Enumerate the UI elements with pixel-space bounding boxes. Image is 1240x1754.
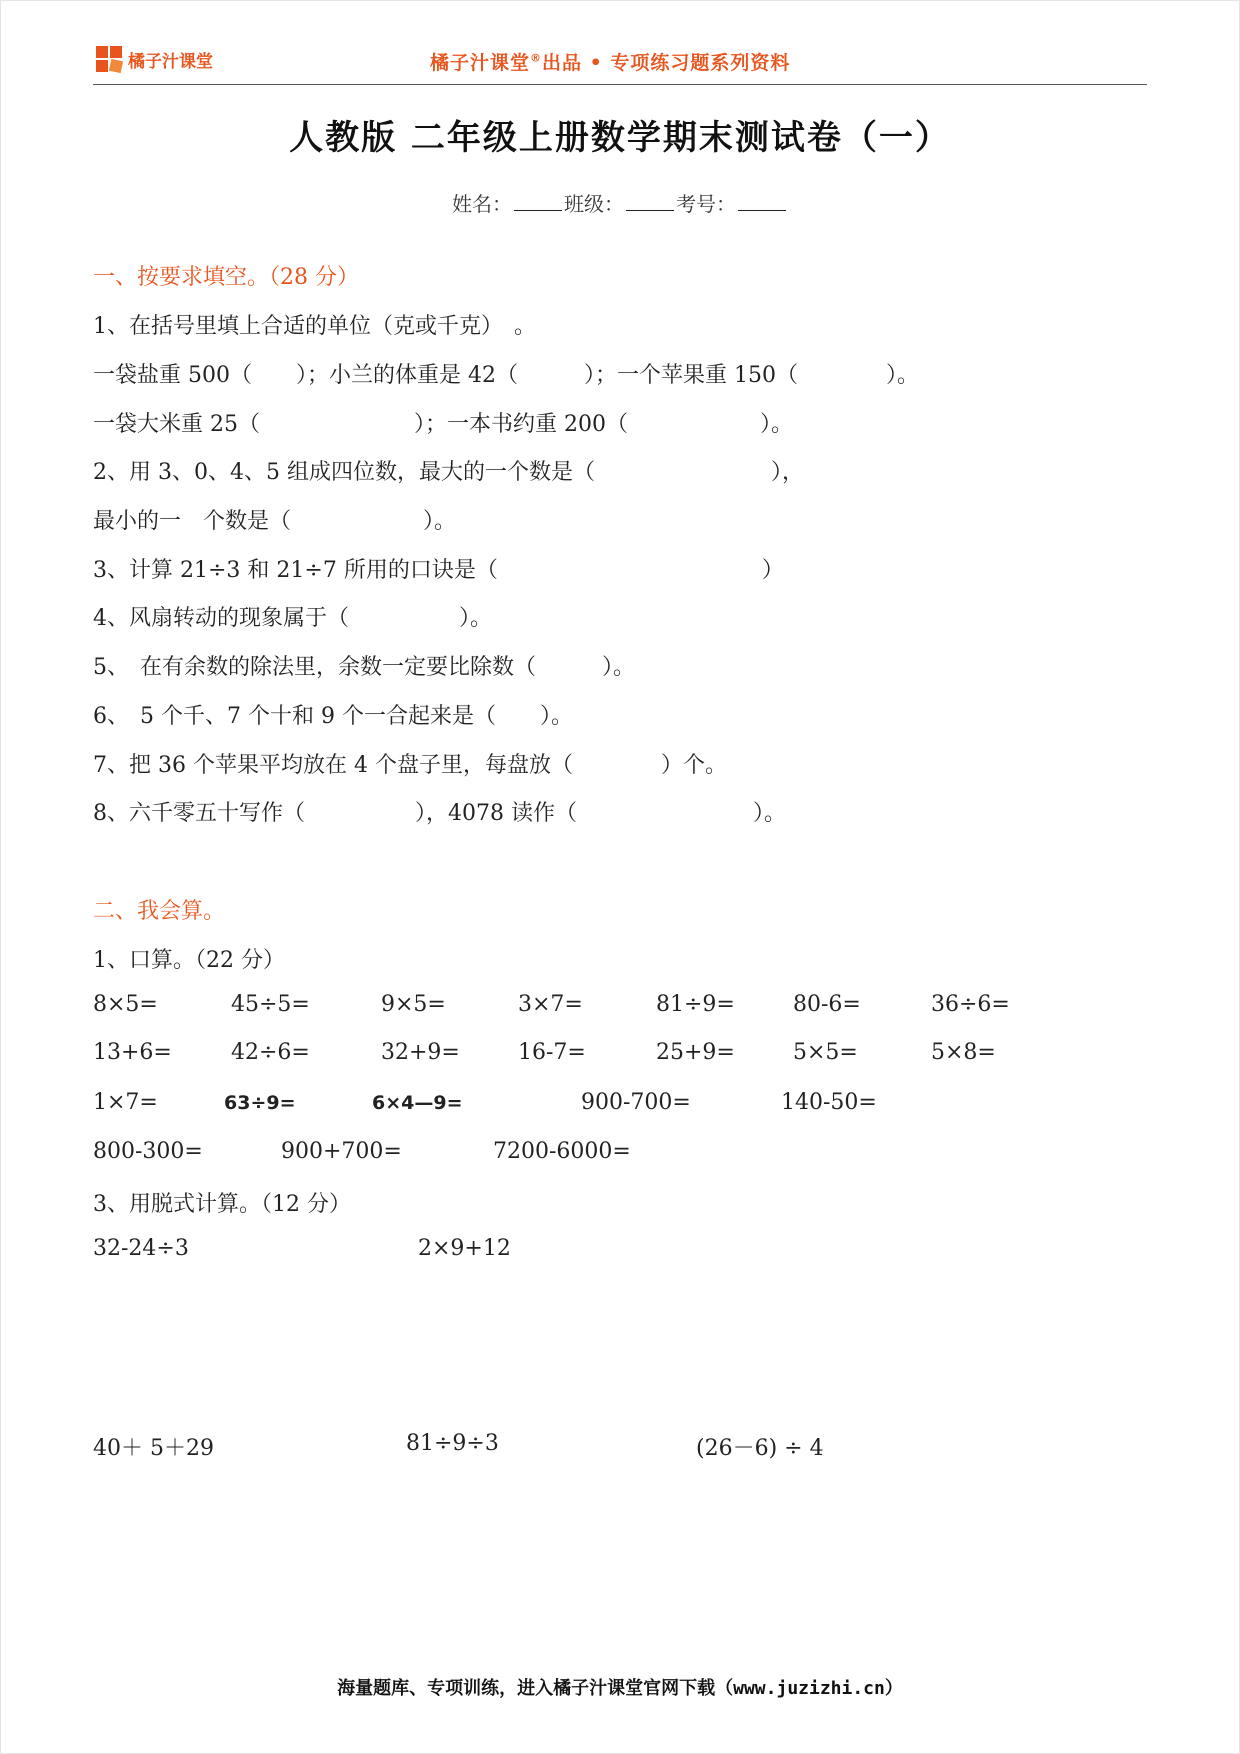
oral-problem: 80-6= <box>793 992 861 1017</box>
footer-note: 海量题库、专项训练，进入橘子汁课堂官网下载（www.juzizhi.cn） <box>337 1678 903 1699</box>
oral-problem: 5×8= <box>931 1040 996 1065</box>
step-calc-heading: 3、用脱式计算。（12 分） <box>93 1192 351 1217</box>
student-info-line <box>0 188 1240 217</box>
oral-problem: 16-7= <box>518 1040 586 1065</box>
section-1-heading: 一、按要求填空。（28 分） <box>93 265 359 290</box>
question-5: 5、 在有余数的除法里，余数一定要比除数（ ）。 <box>93 655 635 680</box>
oral-problem: 36÷6= <box>931 992 1010 1017</box>
registered-mark: ® <box>530 51 543 65</box>
logo-text: 橘子汁课堂 <box>128 51 213 72</box>
page-title: 人教版 二年级上册数学期末测试卷（一） <box>289 118 951 158</box>
question-6: 6、 5 个千、7 个十和 9 个一合起来是（ ）。 <box>93 704 573 729</box>
step-problem: 40＋ 5＋29 <box>93 1436 214 1461</box>
oral-problem: 6×4—9= <box>372 1092 463 1114</box>
question-1-part-a: 一袋盐重 500（ ）；小兰的体重是 42（ ）；一个苹果重 150（ ）。 <box>93 363 919 388</box>
exam-number-label: 考号： <box>676 192 736 216</box>
question-3: 3、计算 21÷3 和 21÷7 所用的口诀是（ ） <box>93 558 784 583</box>
step-problem: (26－6) ÷ 4 <box>696 1436 824 1461</box>
name-blank[interactable] <box>514 192 562 211</box>
header-tagline <box>430 48 790 75</box>
section-2-heading: 二、我会算。 <box>93 899 226 924</box>
oral-problem: 42÷6= <box>231 1040 310 1065</box>
logo-squares-icon <box>96 46 122 72</box>
step-problem: 2×9+12 <box>418 1236 511 1261</box>
oral-problem: 25+9= <box>656 1040 735 1065</box>
oral-problem: 63÷9= <box>224 1092 296 1114</box>
oral-problem: 81÷9= <box>656 992 735 1017</box>
question-8: 8、六千零五十写作（ ），4078 读作（ ）。 <box>93 801 786 826</box>
oral-problem: 9×5= <box>381 992 446 1017</box>
class-blank[interactable] <box>626 192 674 211</box>
exam-number-blank[interactable] <box>738 192 786 211</box>
oral-problem: 8×5= <box>93 992 158 1017</box>
class-label: 班级： <box>564 192 624 216</box>
question-2: 2、用 3、0、4、5 组成四位数，最大的一个数是（ ）， <box>93 460 804 485</box>
question-2-cont: 最小的一 个数是（ ）。 <box>93 509 457 534</box>
oral-calc-heading: 1、口算。（22 分） <box>93 948 285 973</box>
oral-problem: 140-50= <box>781 1090 877 1115</box>
step-problem: 32-24÷3 <box>93 1236 189 1261</box>
oral-problem: 13+6= <box>93 1040 172 1065</box>
header-tag-brand: 橘子汁课堂 <box>430 52 531 74</box>
brand-logo <box>96 46 213 72</box>
oral-problem: 5×5= <box>793 1040 858 1065</box>
oral-problem: 1×7= <box>93 1090 158 1115</box>
oral-problem: 800-300= <box>93 1139 203 1164</box>
header-divider <box>93 84 1147 85</box>
oral-problem: 900-700= <box>581 1090 691 1115</box>
oral-problem: 3×7= <box>518 992 583 1017</box>
oral-problem: 32+9= <box>381 1040 460 1065</box>
oral-problem: 45÷5= <box>231 992 310 1017</box>
step-problem: 81÷9÷3 <box>406 1431 499 1456</box>
name-label: 姓名： <box>452 192 512 216</box>
oral-problem: 7200-6000= <box>493 1139 631 1164</box>
oral-problem: 900+700= <box>281 1139 402 1164</box>
question-7: 7、把 36 个苹果平均放在 4 个盘子里，每盘放（ ）个。 <box>93 753 727 778</box>
question-1: 1、在括号里填上合适的单位（克或千克） 。 <box>93 314 536 339</box>
question-1-part-b: 一袋大米重 25（ ）；一本书约重 200（ ）。 <box>93 412 793 437</box>
header-tag-series: 出品 • 专项练习题系列资料 <box>542 52 791 74</box>
question-4: 4、风扇转动的现象属于（ ）。 <box>93 606 492 631</box>
